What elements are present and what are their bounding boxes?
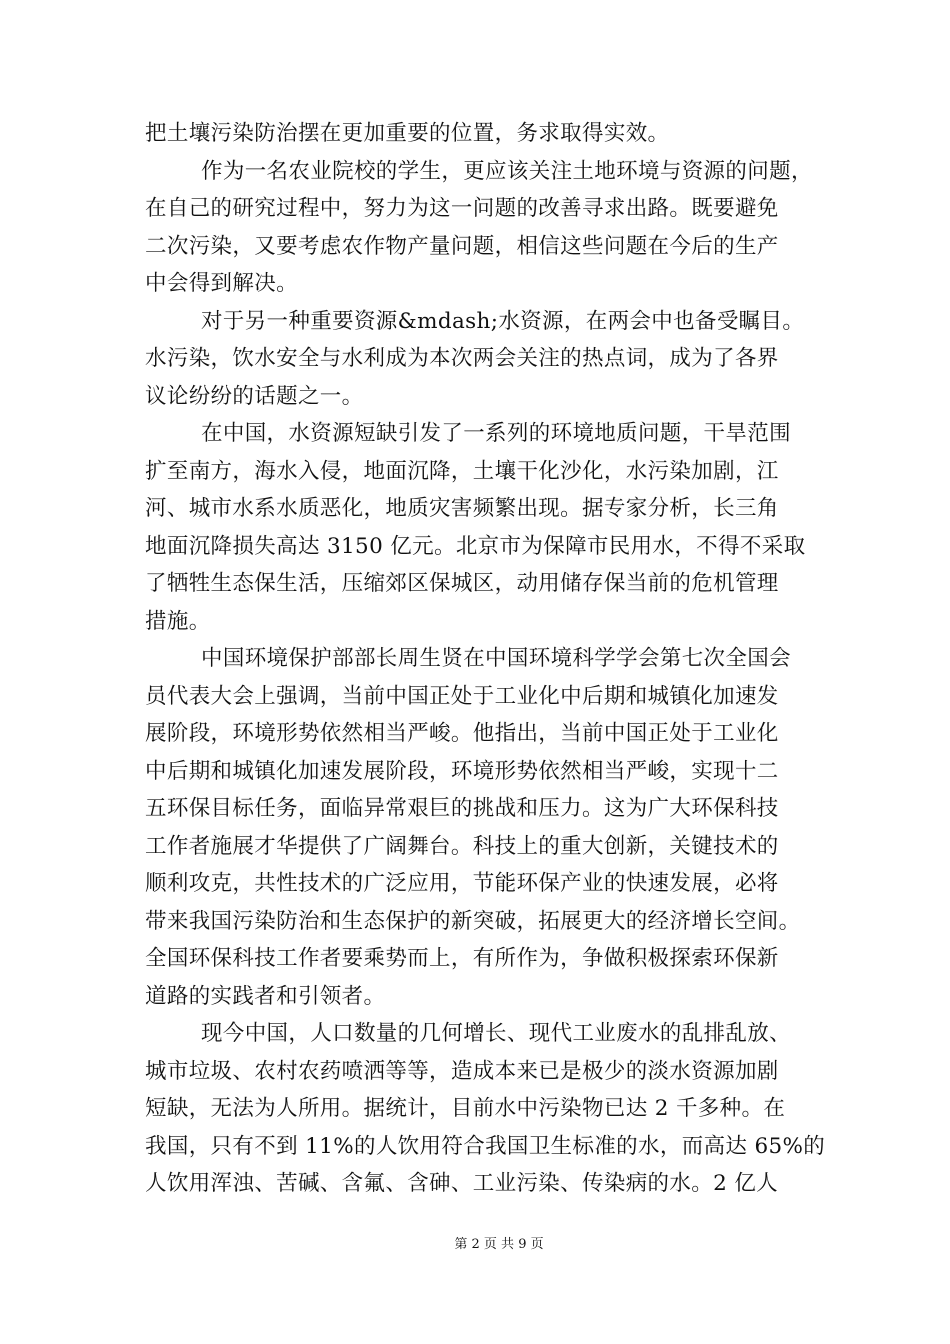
text-line: 全国环保科技工作者要乘势而上，有所作为，争做积极探索环保新: [145, 946, 779, 971]
text-line: 把土壤污染防治摆在更加重要的位置，务求取得实效。: [145, 121, 670, 146]
page-footer: [0, 1237, 950, 1253]
text-line: 河、城市水系水质恶化，地质灾害频繁出现。据专家分析，长三角: [145, 496, 779, 521]
text-line: 员代表大会上强调，当前中国正处于工业化中后期和城镇化加速发: [145, 683, 779, 709]
text-line: 展阶段，环境形势依然相当严峻。他指出，当前中国正处于工业化: [145, 721, 779, 746]
text-line: 在自己的研究过程中，努力为这一问题的改善寻求出路。既要避免: [145, 196, 779, 221]
text-line: 短缺，无法为人所用。据统计，目前水中污染物已达 2 千多种。在: [145, 1096, 786, 1121]
text-line: 中后期和城镇化加速发展阶段，环境形势依然相当严峻，实现十二: [145, 758, 779, 784]
text-line: 带来我国污染防治和生态保护的新突破，拓展更大的经济增长空间。: [145, 908, 801, 934]
text-line: 措施。: [145, 608, 211, 634]
text-line: 对于另一种重要资源&mdash;水资源，在两会中也备受瞩目。: [201, 308, 805, 334]
text-line: 道路的实践者和引领者。: [145, 983, 386, 1009]
text-line: 中会得到解决。: [145, 271, 298, 296]
text-line: 工作者施展才华提供了广阔舞台。科技上的重大创新，关键技术的: [145, 833, 779, 859]
text-line: 中国环境保护部部长周生贤在中国环境科学学会第七次全国会: [201, 646, 791, 671]
page-number: 第 2 页 共 9 页: [454, 1237, 544, 1252]
text-line: 作为一名农业院校的学生，更应该关注土地环境与资源的问题，: [201, 158, 813, 184]
text-line: 扩至南方，海水入侵，地面沉降，土壤干化沙化，水污染加剧，江: [145, 458, 779, 484]
text-line: 人饮用浑浊、苦碱、含氟、含砷、工业污染、传染病的水。2 亿人: [145, 1171, 779, 1196]
text-line: 二次污染，又要考虑农作物产量问题，相信这些问题在今后的生产: [145, 233, 779, 259]
text-line: 在中国，水资源短缺引发了一系列的环境地质问题，干旱范围: [201, 421, 791, 446]
text-line: 城市垃圾、农村农药喷洒等等，造成本来已是极少的淡水资源加剧: [145, 1058, 779, 1084]
text-line: 了牺牲生态保生活，压缩郊区保城区，动用储存保当前的危机管理: [145, 571, 779, 596]
document-body: [145, 115, 830, 1203]
text-line: 地面沉降损失高达 3150 亿元。北京市为保障市民用水，不得不采取: [145, 533, 806, 559]
text-line: 议论纷纷的话题之一。: [145, 383, 364, 409]
text-line: 现今中国，人口数量的几何增长、现代工业废水的乱排乱放、: [201, 1021, 791, 1046]
text-line: 我国，只有不到 11%的人饮用符合我国卫生标准的水，而高达 65%的: [145, 1133, 826, 1159]
text-line: 顺利攻克，共性技术的广泛应用，节能环保产业的快速发展，必将: [145, 871, 779, 896]
text-line: 五环保目标任务，面临异常艰巨的挑战和压力。这为广大环保科技: [145, 796, 779, 821]
text-line: 水污染，饮水安全与水利成为本次两会关注的热点词，成为了各界: [145, 346, 779, 371]
